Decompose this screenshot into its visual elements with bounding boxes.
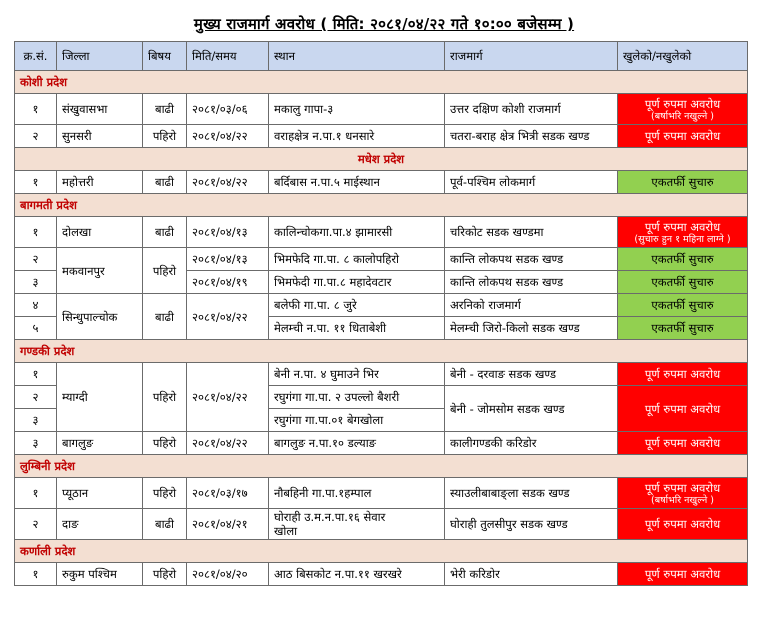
status-note: (सुचारु हुन १ महिना लाग्ने ) — [634, 233, 731, 245]
cell-highway: मेलम्ची जिरो-किलो सडक खण्ड — [445, 317, 618, 340]
cell-district: मकवानपुर — [57, 248, 143, 294]
cell-status: एकतर्फी सुचारु — [618, 271, 748, 294]
cell-status: पूर्ण रुपमा अवरोध — [618, 125, 748, 148]
province-karnali: कर्णाली प्रदेश — [15, 540, 748, 563]
status-note: (बर्षाभरि नखुल्ने ) — [651, 494, 714, 506]
cell-place: नौबहिनी गा.पा.१हम्पाल — [269, 478, 445, 509]
header-datetime: मिति/समय — [187, 42, 269, 71]
cell-place: भिमफेदि गा.पा. ८ कालोपहिरो — [269, 248, 445, 271]
cell-place: रघुगंगा गा.पा.०१ बेगखोला — [269, 409, 445, 432]
cell-status — [618, 478, 748, 509]
province-row — [15, 148, 748, 171]
table-row — [15, 217, 748, 248]
province-gandaki: गण्डकी प्रदेश — [15, 340, 748, 363]
table-row — [15, 125, 748, 148]
cell-sn: १ — [15, 563, 57, 586]
cell-highway: कालीगण्डकी करिडोर — [445, 432, 618, 455]
table-row — [15, 432, 748, 455]
cell-subject: पहिरो — [143, 478, 187, 509]
cell-subject: पहिरो — [143, 432, 187, 455]
header-district: जिल्ला — [57, 42, 143, 71]
cell-date: २०८१/०४/१३ — [187, 217, 269, 248]
cell-date: २०८१/०४/२१ — [187, 509, 269, 540]
cell-sn: ४ — [15, 294, 57, 317]
cell-status: पूर्ण रुपमा अवरोध — [618, 563, 748, 586]
province-koshi: कोशी प्रदेश — [15, 71, 748, 94]
cell-status: पूर्ण रुपमा अवरोध — [618, 432, 748, 455]
cell-subject: पहिरो — [143, 363, 187, 432]
cell-district: म्याग्दी — [57, 363, 143, 432]
header-highway: राजमार्ग — [445, 42, 618, 71]
cell-subject: बाढी — [143, 294, 187, 340]
cell-district: बागलुङ — [57, 432, 143, 455]
cell-place: मकालु गापा-३ — [269, 94, 445, 125]
table-row — [15, 478, 748, 509]
place-line-2: खोला — [274, 524, 298, 538]
cell-status: एकतर्फी सुचारु — [618, 248, 748, 271]
page-title: मुख्य राजमार्ग अवरोध ( मिति: २०८१/०४/२२ गते १०:०० बजेसम्म ) — [193, 15, 575, 33]
cell-place: बर्दिबास न.पा.५ माईस्थान — [269, 171, 445, 194]
cell-sn: २ — [15, 509, 57, 540]
cell-subject: बाढी — [143, 509, 187, 540]
province-lumbini: लुम्बिनी प्रदेश — [15, 455, 748, 478]
cell-sn: ३ — [15, 409, 57, 432]
table-row — [15, 248, 748, 271]
cell-highway: स्याउलीबाबाङ्ला सडक खण्ड — [445, 478, 618, 509]
table-row — [15, 363, 748, 386]
cell-district: दोलखा — [57, 217, 143, 248]
cell-subject: बाढी — [143, 94, 187, 125]
cell-status: पूर्ण रुपमा अवरोध — [618, 509, 748, 540]
table-row — [15, 509, 748, 540]
cell-sn: १ — [15, 94, 57, 125]
cell-highway: भेरी करिडोर — [445, 563, 618, 586]
cell-place — [269, 509, 445, 540]
province-row — [15, 71, 748, 94]
header-place: स्थान — [269, 42, 445, 71]
cell-date: २०८१/०४/२० — [187, 563, 269, 586]
cell-district: सुनसरी — [57, 125, 143, 148]
place-line-1: घोराही उ.म.न.पा.१६ सेवार — [274, 510, 386, 524]
province-row — [15, 340, 748, 363]
cell-district: संखुवासभा — [57, 94, 143, 125]
province-bagmati: बागमती प्रदेश — [15, 194, 748, 217]
cell-district: रुकुम पश्चिम — [57, 563, 143, 586]
cell-date: २०८१/०४/२२ — [187, 125, 269, 148]
cell-status — [618, 94, 748, 125]
cell-highway: घोराही तुलसीपुर सडक खण्ड — [445, 509, 618, 540]
province-row — [15, 455, 748, 478]
cell-status: पूर्ण रुपमा अवरोध — [618, 386, 748, 432]
cell-date: २०८१/०४/२२ — [187, 171, 269, 194]
cell-place: आठ बिसकोट न.पा.११ खरखरे — [269, 563, 445, 586]
cell-place: मेलम्ची न.पा. ११ धिताबेशी — [269, 317, 445, 340]
highway-obstruction-table — [14, 41, 748, 586]
cell-subject: पहिरो — [143, 125, 187, 148]
table-row — [15, 294, 748, 317]
cell-status: पूर्ण रुपमा अवरोध — [618, 363, 748, 386]
cell-sn: ३ — [15, 271, 57, 294]
cell-highway: बेनी - दरवाङ सडक खण्ड — [445, 363, 618, 386]
cell-subject: बाढी — [143, 171, 187, 194]
cell-place: वराहक्षेत्र न.पा.१ धनसारे — [269, 125, 445, 148]
header-status: खुलेको/नखुलेको — [618, 42, 748, 71]
cell-sn: १ — [15, 171, 57, 194]
cell-sn: ५ — [15, 317, 57, 340]
cell-status: एकतर्फी सुचारु — [618, 294, 748, 317]
cell-date: २०८१/०३/०६ — [187, 94, 269, 125]
cell-date: २०८१/०४/२२ — [187, 294, 269, 340]
cell-district: दाङ — [57, 509, 143, 540]
table-row — [15, 94, 748, 125]
cell-sn: १ — [15, 363, 57, 386]
cell-subject: पहिरो — [143, 563, 187, 586]
cell-highway: पूर्व-पश्चिम लोकमार्ग — [445, 171, 618, 194]
cell-place: भिमफेदी गा.पा.८ महादेवटार — [269, 271, 445, 294]
cell-status — [618, 217, 748, 248]
cell-place: बेनी न.पा. ४ घुमाउने भिर — [269, 363, 445, 386]
cell-sn: २ — [15, 248, 57, 271]
cell-place: रघुगंगा गा.पा. २ उपल्लो बैशरी — [269, 386, 445, 409]
cell-district: महोत्तरी — [57, 171, 143, 194]
cell-subject: पहिरो — [143, 248, 187, 294]
table-row — [15, 563, 748, 586]
cell-subject: बाढी — [143, 217, 187, 248]
cell-date: २०८१/०४/१९ — [187, 271, 269, 294]
cell-status: एकतर्फी सुचारु — [618, 171, 748, 194]
cell-highway: अरनिको राजमार्ग — [445, 294, 618, 317]
cell-sn: १ — [15, 478, 57, 509]
table-header-row — [15, 42, 748, 71]
cell-date: २०८१/०३/१७ — [187, 478, 269, 509]
cell-date: २०८१/०४/२२ — [187, 432, 269, 455]
cell-highway: उत्तर दक्षिण कोशी राजमार्ग — [445, 94, 618, 125]
cell-highway: कान्ति लोकपथ सडक खण्ड — [445, 271, 618, 294]
header-sn: क्र.सं. — [15, 42, 57, 71]
cell-place: बागलुङ न.पा.१० डल्याङ — [269, 432, 445, 455]
cell-place: कालिन्चोकगा.पा.४ झामारसी — [269, 217, 445, 248]
status-text: पूर्ण रुपमा अवरोध — [644, 480, 721, 495]
status-note: (बर्षाभरि नखुल्ने ) — [651, 110, 714, 122]
cell-sn: १ — [15, 217, 57, 248]
cell-highway: चरिकोट सडक खण्डमा — [445, 217, 618, 248]
cell-highway: चतरा-बराह क्षेत्र भित्री सडक खण्ड — [445, 125, 618, 148]
cell-district: प्यूठान — [57, 478, 143, 509]
cell-highway: बेनी - जोमसोम सडक खण्ड — [445, 386, 618, 432]
cell-sn: ३ — [15, 432, 57, 455]
province-row — [15, 540, 748, 563]
province-row — [15, 194, 748, 217]
cell-date: २०८१/०४/२२ — [187, 363, 269, 432]
cell-sn: २ — [15, 386, 57, 409]
table-row — [15, 171, 748, 194]
cell-sn: २ — [15, 125, 57, 148]
cell-date: २०८१/०४/१३ — [187, 248, 269, 271]
status-text: पूर्ण रुपमा अवरोध — [644, 96, 721, 111]
cell-district: सिन्धुपाल्चोक — [57, 294, 143, 340]
header-subject: बिषय — [143, 42, 187, 71]
cell-status: एकतर्फी सुचारु — [618, 317, 748, 340]
status-text: पूर्ण रुपमा अवरोध — [644, 219, 721, 234]
province-madhesh: मधेश प्रदेश — [15, 148, 748, 171]
cell-highway: कान्ति लोकपथ सडक खण्ड — [445, 248, 618, 271]
cell-place: बलेफी गा.पा. ८ जुरे — [269, 294, 445, 317]
